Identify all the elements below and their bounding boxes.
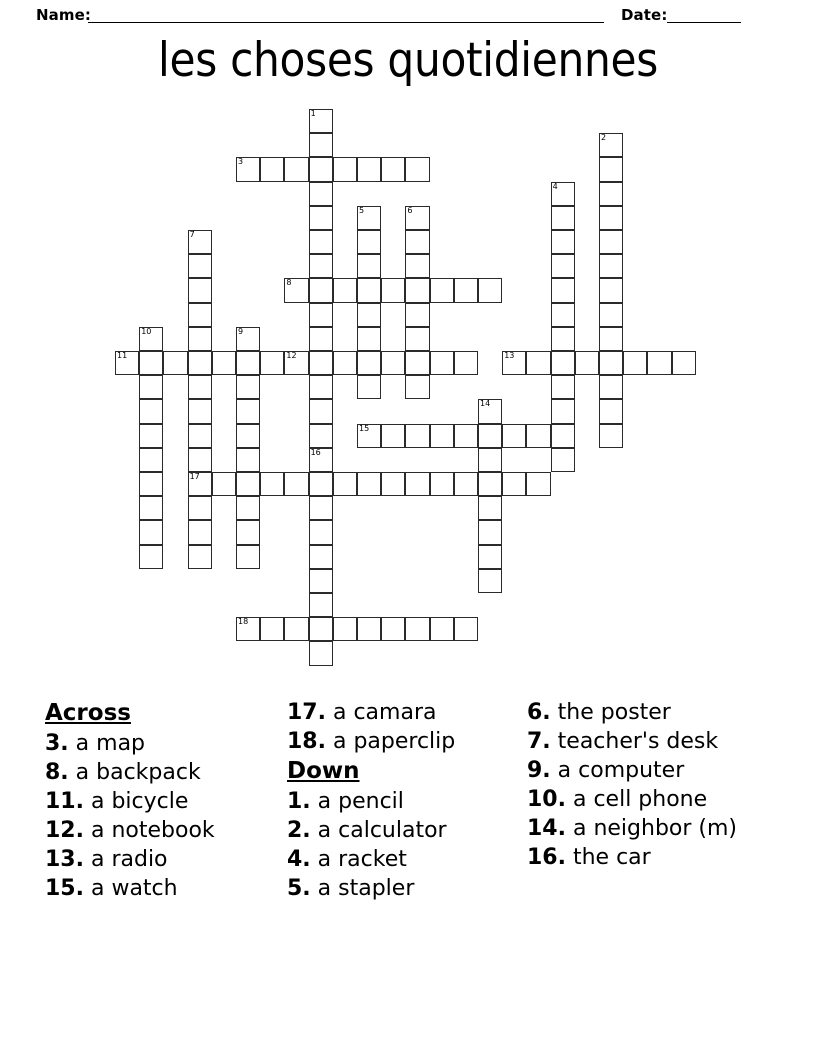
clue-text: the car xyxy=(565,845,651,871)
crossword-cell[interactable] xyxy=(188,278,212,302)
crossword-cell[interactable] xyxy=(309,351,333,375)
crossword-cell[interactable] xyxy=(188,448,212,472)
cell-number: 15 xyxy=(359,423,370,433)
clue-number: 16. xyxy=(527,845,566,871)
crossword-cell[interactable] xyxy=(309,230,333,254)
crossword-cell[interactable] xyxy=(236,424,260,448)
crossword-cell[interactable] xyxy=(599,182,623,206)
clue-number: 1. xyxy=(287,788,311,814)
clue-down-4 xyxy=(287,845,519,874)
clue-column-1 xyxy=(45,698,280,903)
crossword-cell[interactable] xyxy=(333,617,357,641)
crossword-cell[interactable] xyxy=(478,569,502,593)
clue-number: 5. xyxy=(287,875,311,901)
clue-down-14 xyxy=(527,814,772,843)
crossword-cell[interactable] xyxy=(357,206,381,230)
crossword-cell[interactable] xyxy=(333,472,357,496)
cell-number: 16 xyxy=(310,447,321,457)
crossword-cell[interactable] xyxy=(454,617,478,641)
clues-section xyxy=(0,698,816,998)
cell-number: 5 xyxy=(359,205,365,215)
crossword-cell[interactable] xyxy=(236,520,260,544)
crossword-cell[interactable] xyxy=(309,545,333,569)
crossword-cell[interactable] xyxy=(405,351,429,375)
clue-number: 3. xyxy=(45,730,69,756)
cell-number: 18 xyxy=(238,617,249,627)
crossword-cell[interactable] xyxy=(551,254,575,278)
crossword-cell[interactable] xyxy=(284,351,308,375)
crossword-cell[interactable] xyxy=(309,278,333,302)
crossword-cell[interactable] xyxy=(163,351,187,375)
crossword-cell[interactable] xyxy=(551,399,575,423)
crossword-cell[interactable] xyxy=(188,230,212,254)
crossword-cell[interactable] xyxy=(599,278,623,302)
clue-number: 7. xyxy=(527,729,551,755)
clue-number: 4. xyxy=(287,846,311,872)
cell-number: 14 xyxy=(480,399,491,409)
clue-number: 6. xyxy=(527,700,551,725)
crossword-cell[interactable] xyxy=(188,472,212,496)
crossword-cell[interactable] xyxy=(188,520,212,544)
date-label: Date: xyxy=(621,6,668,24)
crossword-cell[interactable] xyxy=(478,496,502,520)
clue-text: a camara xyxy=(325,700,437,725)
crossword-cell[interactable] xyxy=(405,206,429,230)
crossword-cell[interactable] xyxy=(454,424,478,448)
crossword-cell[interactable] xyxy=(381,472,405,496)
crossword-cell[interactable] xyxy=(357,351,381,375)
clue-down-1 xyxy=(287,787,519,816)
crossword-cell[interactable] xyxy=(357,327,381,351)
crossword-cell[interactable] xyxy=(309,109,333,133)
crossword-cell[interactable] xyxy=(478,545,502,569)
cell-number: 10 xyxy=(141,326,152,336)
clue-text: a computer xyxy=(550,758,685,784)
crossword-cell[interactable] xyxy=(405,424,429,448)
clue-down-16 xyxy=(527,843,772,872)
crossword-cell[interactable] xyxy=(551,351,575,375)
crossword-cell[interactable] xyxy=(309,206,333,230)
clue-number: 14. xyxy=(527,816,566,842)
crossword-cell[interactable] xyxy=(478,399,502,423)
crossword-cell[interactable] xyxy=(599,157,623,181)
crossword-cell[interactable] xyxy=(430,617,454,641)
cell-number: 7 xyxy=(189,230,195,239)
crossword-cell[interactable] xyxy=(260,617,284,641)
across-heading: Across xyxy=(45,700,131,726)
crossword-cell[interactable] xyxy=(284,617,308,641)
crossword-cell[interactable] xyxy=(575,351,599,375)
crossword-cell[interactable] xyxy=(478,278,502,302)
crossword-cell[interactable] xyxy=(405,327,429,351)
clue-text: a notebook xyxy=(83,817,215,843)
crossword-cell[interactable] xyxy=(357,303,381,327)
crossword-cell[interactable] xyxy=(599,206,623,230)
cell-number: 17 xyxy=(189,472,200,481)
clue-number: 8. xyxy=(45,759,69,785)
crossword-cell[interactable] xyxy=(212,472,236,496)
clue-number: 15. xyxy=(45,875,84,901)
crossword-cell[interactable] xyxy=(309,375,333,399)
crossword-cell[interactable] xyxy=(430,472,454,496)
crossword-cell[interactable] xyxy=(502,424,526,448)
crossword-cell[interactable] xyxy=(526,351,550,375)
crossword-cell[interactable] xyxy=(309,182,333,206)
clue-text: a bicycle xyxy=(83,788,189,814)
clue-text: the poster xyxy=(550,700,671,725)
crossword-cell[interactable] xyxy=(357,424,381,448)
crossword-cell[interactable] xyxy=(405,472,429,496)
crossword-cell[interactable] xyxy=(236,448,260,472)
page-title: les choses quotidiennes xyxy=(158,33,658,88)
crossword-cell[interactable] xyxy=(188,351,212,375)
crossword-cell[interactable] xyxy=(309,593,333,617)
crossword-cell[interactable] xyxy=(309,641,333,665)
crossword-cell[interactable] xyxy=(260,351,284,375)
crossword-cell[interactable] xyxy=(188,424,212,448)
crossword-cell[interactable] xyxy=(405,617,429,641)
crossword-cell[interactable] xyxy=(357,472,381,496)
crossword-cell[interactable] xyxy=(309,327,333,351)
crossword-cell[interactable] xyxy=(188,254,212,278)
crossword-cell[interactable] xyxy=(599,351,623,375)
crossword-cell[interactable] xyxy=(551,303,575,327)
crossword-cell[interactable] xyxy=(309,569,333,593)
crossword-cell[interactable] xyxy=(284,472,308,496)
clue-text: a map xyxy=(68,730,146,756)
crossword-cell[interactable] xyxy=(188,303,212,327)
crossword-cell[interactable] xyxy=(309,133,333,157)
clue-down-2 xyxy=(287,816,519,845)
clue-number: 18. xyxy=(287,729,326,755)
crossword-cell[interactable] xyxy=(357,375,381,399)
clue-text: a watch xyxy=(83,875,178,901)
crossword-cell[interactable] xyxy=(188,375,212,399)
crossword-cell[interactable] xyxy=(115,351,139,375)
crossword-cell[interactable] xyxy=(405,254,429,278)
crossword-cell[interactable] xyxy=(599,327,623,351)
crossword-cell[interactable] xyxy=(333,351,357,375)
crossword-cell[interactable] xyxy=(309,157,333,181)
crossword-cell[interactable] xyxy=(672,351,696,375)
cell-number: 8 xyxy=(286,278,292,288)
crossword-cell[interactable] xyxy=(430,424,454,448)
cell-number: 1 xyxy=(310,109,316,118)
clue-text: a radio xyxy=(83,846,168,872)
crossword-cell[interactable] xyxy=(551,448,575,472)
crossword-cell[interactable] xyxy=(139,399,163,423)
crossword-cell[interactable] xyxy=(502,472,526,496)
crossword-cell[interactable] xyxy=(188,399,212,423)
clue-across-11 xyxy=(45,787,280,816)
crossword-cell[interactable] xyxy=(309,496,333,520)
clue-text: a calculator xyxy=(310,817,447,843)
crossword-cell[interactable] xyxy=(478,424,502,448)
clue-column-3 xyxy=(527,698,772,872)
crossword-cell[interactable] xyxy=(647,351,671,375)
crossword-cell[interactable] xyxy=(260,157,284,181)
crossword-cell[interactable] xyxy=(188,327,212,351)
cell-number: 3 xyxy=(238,157,244,167)
crossword-cell[interactable] xyxy=(478,520,502,544)
crossword-cell[interactable] xyxy=(599,303,623,327)
clue-text: a racket xyxy=(310,846,407,872)
clue-number: 10. xyxy=(527,787,566,813)
crossword-cell[interactable] xyxy=(236,496,260,520)
clue-down-10 xyxy=(527,785,772,814)
crossword-cell[interactable] xyxy=(139,424,163,448)
crossword-cell[interactable] xyxy=(284,278,308,302)
crossword-cell[interactable] xyxy=(623,351,647,375)
cell-number: 2 xyxy=(601,133,607,143)
crossword-cell[interactable] xyxy=(212,351,236,375)
crossword-cell[interactable] xyxy=(309,399,333,423)
crossword-cell[interactable] xyxy=(381,617,405,641)
crossword-cell[interactable] xyxy=(309,472,333,496)
crossword-cell[interactable] xyxy=(599,375,623,399)
crossword-cell[interactable] xyxy=(139,545,163,569)
crossword-cell[interactable] xyxy=(309,617,333,641)
crossword-cell[interactable] xyxy=(405,157,429,181)
crossword-cell[interactable] xyxy=(139,496,163,520)
clue-text: a backpack xyxy=(68,759,201,785)
crossword-cell[interactable] xyxy=(599,424,623,448)
crossword-cell[interactable] xyxy=(551,182,575,206)
crossword-cell[interactable] xyxy=(381,424,405,448)
crossword-cell[interactable] xyxy=(284,157,308,181)
crossword-cell[interactable] xyxy=(454,278,478,302)
crossword-cell[interactable] xyxy=(599,399,623,423)
crossword-cell[interactable] xyxy=(236,375,260,399)
cell-number: 12 xyxy=(286,351,297,360)
crossword-cell[interactable] xyxy=(309,303,333,327)
crossword-cell[interactable] xyxy=(599,254,623,278)
crossword-cell[interactable] xyxy=(405,375,429,399)
crossword-cell[interactable] xyxy=(405,303,429,327)
crossword-cell[interactable] xyxy=(357,157,381,181)
crossword-cell[interactable] xyxy=(430,351,454,375)
crossword-cell[interactable] xyxy=(309,424,333,448)
clue-down-5 xyxy=(287,874,519,903)
crossword-cell[interactable] xyxy=(309,520,333,544)
clue-across-18 xyxy=(287,727,519,756)
cell-number: 13 xyxy=(504,351,515,360)
crossword-cell[interactable] xyxy=(309,448,333,472)
crossword-cell[interactable] xyxy=(478,472,502,496)
name-label: Name: xyxy=(36,6,91,24)
clue-text: a paperclip xyxy=(325,729,456,755)
crossword-cell[interactable] xyxy=(188,496,212,520)
crossword-cell[interactable] xyxy=(139,375,163,399)
clue-down-6 xyxy=(527,698,772,727)
clue-across-17 xyxy=(287,698,519,727)
crossword-cell[interactable] xyxy=(405,230,429,254)
crossword-cell[interactable] xyxy=(599,133,623,157)
crossword-cell[interactable] xyxy=(551,206,575,230)
crossword-cell[interactable] xyxy=(236,157,260,181)
cell-number: 4 xyxy=(552,181,558,191)
clue-column-2 xyxy=(287,698,519,903)
crossword-cell[interactable] xyxy=(551,278,575,302)
clue-number: 9. xyxy=(527,758,551,784)
clue-text: teacher's desk xyxy=(550,729,719,755)
clue-across-8 xyxy=(45,758,280,787)
crossword-cell[interactable] xyxy=(236,545,260,569)
crossword-cell[interactable] xyxy=(236,399,260,423)
crossword-cell[interactable] xyxy=(526,424,550,448)
crossword-cell[interactable] xyxy=(236,472,260,496)
clue-number: 13. xyxy=(45,846,84,872)
crossword-cell[interactable] xyxy=(357,278,381,302)
clue-number: 17. xyxy=(287,700,326,725)
clue-across-3 xyxy=(45,729,280,758)
crossword-cell[interactable] xyxy=(526,472,550,496)
clue-text: a neighbor (m) xyxy=(565,816,738,842)
crossword-cell[interactable] xyxy=(551,375,575,399)
crossword-cell[interactable] xyxy=(357,230,381,254)
crossword-cell[interactable] xyxy=(502,351,526,375)
crossword-cell[interactable] xyxy=(236,351,260,375)
clue-text: a cell phone xyxy=(565,787,708,813)
crossword-cell[interactable] xyxy=(551,327,575,351)
clue-text: a pencil xyxy=(310,788,404,814)
crossword-cell[interactable] xyxy=(333,278,357,302)
clue-number: 11. xyxy=(45,788,84,814)
crossword-cell[interactable] xyxy=(381,351,405,375)
crossword-cell[interactable] xyxy=(139,448,163,472)
crossword-cell[interactable] xyxy=(139,351,163,375)
clue-across-13 xyxy=(45,845,280,874)
clue-number: 12. xyxy=(45,817,84,843)
crossword-cell[interactable] xyxy=(381,157,405,181)
crossword-cell[interactable] xyxy=(478,448,502,472)
clue-number: 2. xyxy=(287,817,311,843)
crossword-cell[interactable] xyxy=(333,157,357,181)
crossword-cell[interactable] xyxy=(309,254,333,278)
crossword-cell[interactable] xyxy=(139,472,163,496)
down-heading: Down xyxy=(287,758,360,785)
crossword-cell[interactable] xyxy=(357,254,381,278)
crossword-cell[interactable] xyxy=(454,351,478,375)
cell-number: 6 xyxy=(407,205,413,215)
crossword-cell[interactable] xyxy=(551,424,575,448)
crossword-cell[interactable] xyxy=(357,617,381,641)
crossword-cell[interactable] xyxy=(139,327,163,351)
cell-number: 11 xyxy=(117,351,128,360)
crossword-cell[interactable] xyxy=(236,617,260,641)
crossword-cell[interactable] xyxy=(381,278,405,302)
clue-across-12 xyxy=(45,816,280,845)
clue-down-7 xyxy=(527,727,772,756)
crossword-cell[interactable] xyxy=(551,230,575,254)
crossword-cell[interactable] xyxy=(599,230,623,254)
clue-down-9 xyxy=(527,756,772,785)
crossword-cell[interactable] xyxy=(139,520,163,544)
crossword-cell[interactable] xyxy=(236,327,260,351)
clue-across-15 xyxy=(45,874,280,903)
crossword-cell[interactable] xyxy=(260,472,284,496)
crossword-cell[interactable] xyxy=(405,278,429,302)
crossword-cell[interactable] xyxy=(454,472,478,496)
crossword-cell[interactable] xyxy=(430,278,454,302)
clue-text: a stapler xyxy=(310,875,415,901)
crossword-cell[interactable] xyxy=(188,545,212,569)
cell-number: 9 xyxy=(238,326,244,336)
